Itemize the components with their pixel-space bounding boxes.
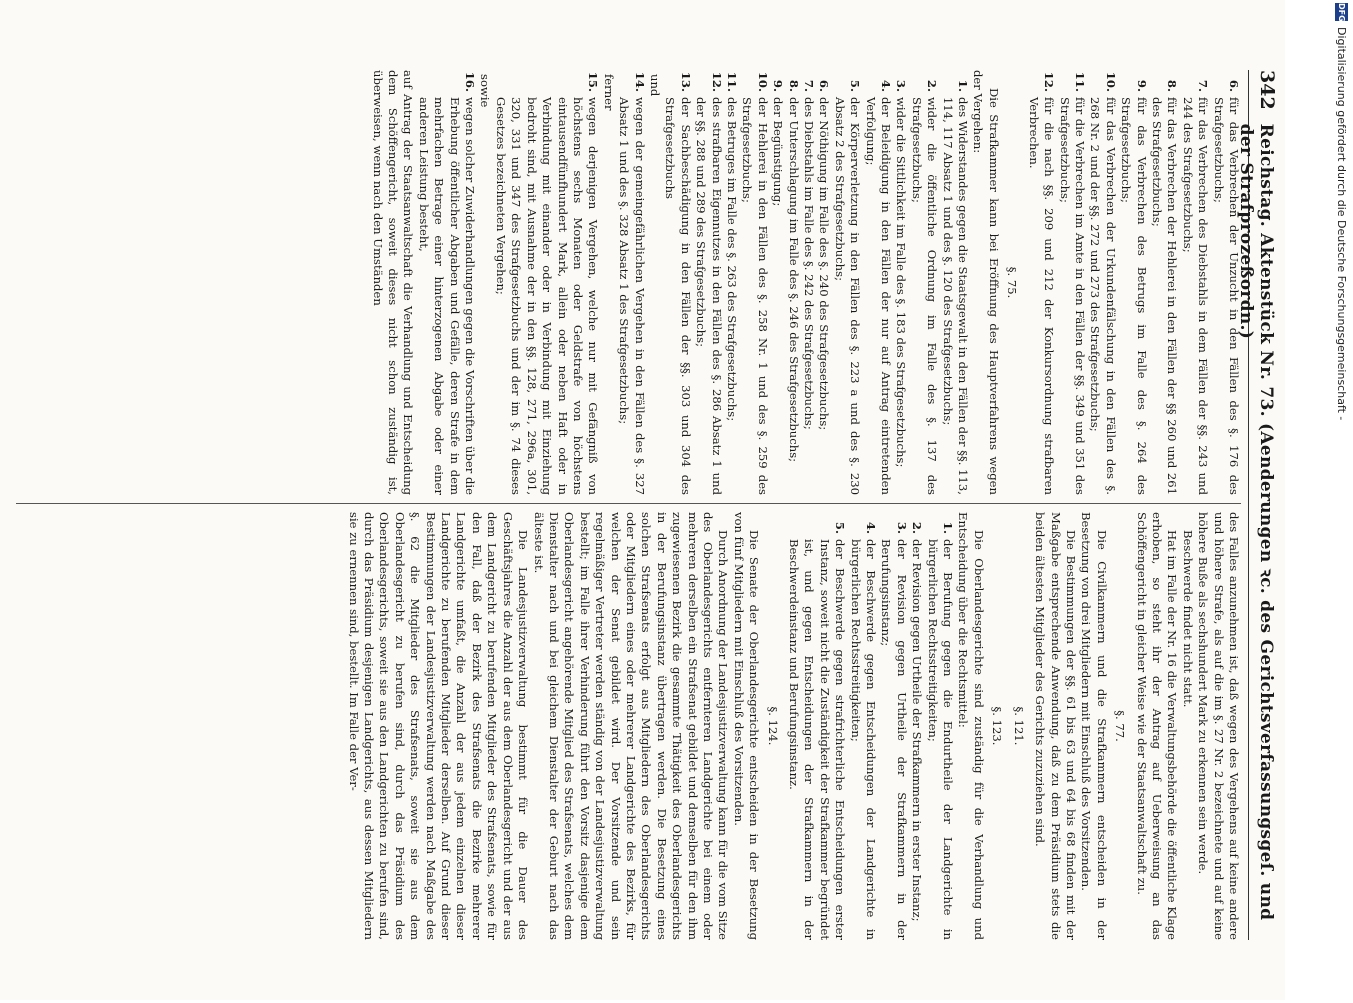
item-number: 1.: [956, 79, 971, 92]
page-header: [1236, 70, 1279, 940]
paragraph-16: Hat im Falle der Nr. 16 die Verwaltungsbehörde die öffentliche Klage erhoben, so steht ihr der Antrag auf Ueberweisung an das Schöffengericht in gleicher Weise wie der Staatsanwaltschaft zu.: [1134, 512, 1180, 940]
list-item: [693, 70, 724, 495]
item-text: wider die öffentliche Ordnung im Falle des §. 137 des Strafgesetzbuchs;: [909, 97, 940, 495]
item-text: der Beschwerde gegen Entscheidungen der Landgerichte in bürgerlichen Rechtsstreitigkeiten;: [848, 539, 879, 940]
item-number: 5.: [848, 79, 863, 92]
item-number: 9.: [1134, 79, 1149, 92]
item-text: der Körperverletzung in den Fällen des §. 223 a und des §. 230 Absatz 2 des Strafgesetzbuchs;: [832, 97, 863, 495]
page-number: 342: [1256, 70, 1278, 110]
item-text: des Widerstandes gegen die Staatsgewalt in den Fällen der §§. 113, 114, 117 Absatz 1 und des §. 120 des Strafgesetzbuchs;: [940, 97, 971, 495]
list-item-16: [415, 70, 477, 495]
left-column: [11, 70, 1241, 495]
item-number: 8.: [786, 79, 801, 92]
item-text: für das Verbrechen der Urkundenfälschung in den Fällen des §. 268 Nr. 2 und der §§. 272 und 273 des Strafgesetzbuchs;: [1088, 97, 1118, 495]
item-text: der Unterschlagung im Falle des §. 246 des Strafgesetzbuchs;: [786, 97, 801, 463]
closing-paragraph: auf Antrag der Staatsanwaltschaft die Verhandlung und Entscheidung dem Schöffengericht, soweit dieses nicht schon zuständig ist, überweisen, wenn nach den Umständen: [370, 70, 416, 495]
list-item: [770, 70, 785, 495]
item-number: 14.: [632, 71, 647, 92]
paragraph-beschwerde: Beschwerde findet nicht statt.: [1180, 530, 1195, 708]
list-item: [939, 70, 970, 495]
item-text: der Hehlerei in den Fällen des §. 258 Nr. 1 und des §. 259 des Strafgesetzbuchs;: [740, 97, 770, 495]
list-item-15: [493, 70, 601, 495]
item-list-75: [662, 70, 970, 495]
paragraph-123: Die Oberlandesgerichte sind zuständig für die Verhandlung und Entscheidung über die Rechtsmittel:: [956, 512, 986, 940]
list-item: [1210, 70, 1241, 495]
item-number: 13.: [678, 71, 693, 92]
item-text: des Betruges im Falle des §. 263 des Strafgesetzbuchs;: [725, 97, 739, 422]
list-item: [909, 512, 924, 940]
list-item: [1087, 70, 1118, 495]
item-number: 11.: [1072, 71, 1087, 92]
item-number: 12.: [709, 71, 724, 92]
item-number: 11.: [725, 71, 739, 92]
list-item: [862, 70, 893, 495]
item-number: 6.: [817, 79, 832, 92]
item-number: 16.: [463, 71, 478, 92]
conjunction-sowie: sowie: [478, 74, 493, 108]
item-text: der Berufung gegen die Endurtheile der Landgerichte in bürgerlichen Rechtsstreitigkeiten;: [925, 539, 956, 940]
item-text: wegen derjenigen Vergehen, welche nur mit Gefängniß von höchstens sechs Monaten oder Geldstrafe von höchstens eintausendfünfhundert Mark, allein oder neben Haft oder in Verbindung mit einander oder in Verbindung mit Einziehung bedroht sind, mit Ausnahme der in den §§. 128, 271, 296a, 301, 320, 331 und 347 des Strafgesetzbuchs und der im §. 74 dieses Gesetzes bezeichneten Vergehen;: [493, 97, 601, 495]
item-text: der Sachbeschädigung in den Fällen der §§. 303 und 304 des Strafgesetzbuchs: [663, 97, 693, 495]
item-number: 5.: [833, 521, 848, 534]
list-item: [724, 70, 739, 495]
item-number: 10.: [1103, 71, 1118, 92]
digitization-credit: Digitalisierung gefördert durch die Deutsche Forschungsgemeinschaft -: [1335, 27, 1349, 421]
item-number: 4.: [879, 79, 894, 92]
item-text: der Beschwerde gegen strafrichterliche Entscheidungen erster Instanz, soweit nicht die Zuständigkeit der Strafkammer begründet ist, und gegen Entscheidungen der Strafkammern in der Beschwerdeinstanz und Berufungsinstanz.: [787, 539, 848, 940]
digitization-footer: [1331, 0, 1353, 1003]
section-heading-75: §. 75.: [1005, 266, 1020, 299]
item-number: 2.: [925, 79, 940, 92]
paragraph-124b: Durch Anordnung der Landesjustizverwaltung kann für die vom Sitze des Oberlandesgerichts entfernteren Landgerichte bei einem oder mehreren derselben ein Strafsenat gebildet und demselben für den ihm zugewiesenen Bezirk die gesammte Thätigkeit des Oberlandesgerichts in der Berufungsinstanz übertragen werden. Die Besetzung eines solchen Strafsenats erfolgt aus Mitgliedern des Oberlandesgerichts oder Mitgliedern eines oder mehrerer Landgerichte des Bezirks, für welchen der Senat gebildet wird. Der Vorsitzende und sein regelmäßiger Vertreter werden ständig von der Landesjustizverwaltung bestellt; im Falle ihrer Verhinderung führt den Vorsitz dasjenige dem Oberlandesgericht angehörende Mitglied des Strafsenats, welches dem Dienstalter nach und bei gleichem Dienstalter der Geburt nach das älteste ist.: [531, 512, 731, 940]
item-text: für das Verbrechen des Betrugs im Falle des §. 264 des Strafgesetzbuchs;: [1119, 97, 1149, 495]
item-number: 9.: [771, 79, 786, 92]
section-heading-124: §. 124.: [765, 706, 780, 746]
item-text: wegen der gemeingefährlichen Vergehen in den Fällen des §. 327 Absatz 1 und des §. 328 Absatz 1 des Strafgesetzbuchs;: [617, 97, 647, 495]
item-text: der Revision gegen Urtheile der Strafkammern in der Berufungsinstanz;: [879, 539, 909, 940]
item-number: 8.: [1165, 79, 1180, 92]
paragraph-124c: Die Landesjustizverwaltung bestimmt für die Dauer des Geschäftsjahres die Anzahl der aus dem Oberlandesgericht und der aus dem Landgericht zu berufenden Mitglieder des Strafsenats, sowie für den Fall, daß der Bezirk des Strafsenats die Bezirke mehrerer Landgerichte umfaßt, die Anzahl der aus jedem einzelnen dieser Landgerichte zu berufenden Mitglieder derselben. Auf Grund dieser Bestimmungen der Landesjustizverwaltung werden nach Maßgabe des §. 62 die Mitglieder des Strafsenats, soweit sie aus dem Oberlandesgericht zu berufen sind, durch das Präsidium des Oberlandesgerichts, soweit sie aus den Landgerichten zu berufen sind, durch das Präsidium desjenigen Landgerichts, aus dessen Mitgliedern sie zu ernennen sind, bestellt. Im Falle der Ver-: [346, 512, 531, 940]
item-text: der Revision gegen Urtheile der Strafkammern in erster Instanz;: [910, 539, 925, 922]
item-number: 7.: [802, 79, 817, 92]
item-number: 6.: [1227, 79, 1241, 92]
item-text: des strafbaren Eigennutzes in den Fällen des §. 286 Absatz 1 und der §§. 288 und 289 des Strafgesetzbuchs;: [694, 97, 724, 495]
item-list-123: [786, 512, 955, 940]
conjunction-ferner: ferner: [601, 74, 616, 111]
dfg-logo: DFG: [1337, 3, 1347, 22]
right-column: [11, 512, 1241, 940]
list-item: [1118, 70, 1149, 495]
list-item: [1056, 70, 1087, 495]
list-item: [1179, 70, 1210, 495]
list-item: [816, 70, 831, 495]
list-item-14: [616, 70, 647, 495]
item-text: für das Verbrechen des Diebstahls in dem Fällen der §§. 243 und 244 des Strafgesetzbuchs;: [1180, 97, 1211, 495]
item-text: wegen solcher Zuwiderhandlungen gegen die Vorschriften über die Erhebung öffentlicher Abgaben und Gefälle, deren Strafe in dem mehrfachen Betrage einer hinterzogenen Abgabe oder einer anderen Leistung besteht,: [416, 97, 478, 495]
item-text: für das Verbrechen der Hehlerei in den Fällen der §§ 260 und 261 des Strafgesetzbuchs;: [1149, 97, 1180, 495]
item-number: 1.: [941, 521, 956, 534]
item-number: 3.: [894, 79, 909, 92]
item-number: 4.: [864, 521, 879, 534]
item-text: der Beleidigung in den Fällen der nur auf Antrag eintretenden Verfolgung;: [863, 97, 894, 495]
list-item: [739, 70, 770, 495]
list-item: [831, 70, 862, 495]
list-item: [878, 512, 909, 940]
list-item: [786, 512, 848, 940]
item-number: 7.: [1196, 79, 1211, 92]
section-heading-77: §. 77.: [1113, 710, 1128, 742]
item-list-top: [1025, 70, 1241, 495]
list-item: [924, 512, 955, 940]
paragraph-124: Die Senate der Oberlandesgerichte entscheiden in der Besetzung von fünf Mitgliedern mit Einschluß des Vorsitzenden.: [731, 512, 762, 940]
list-item: [785, 70, 800, 495]
column-divider: [16, 503, 1241, 504]
list-item: [1025, 70, 1056, 495]
item-number: 10.: [755, 71, 770, 92]
item-number: 2.: [910, 521, 925, 534]
list-item: [847, 512, 878, 940]
list-item: [662, 70, 693, 495]
list-item: [908, 70, 939, 495]
item-text: für das Verbrechen der Unzucht in den Fällen des §. 176 des Strafgesetzbuchs;: [1211, 97, 1241, 495]
item-number: 15.: [586, 71, 601, 92]
item-number: 3.: [894, 521, 909, 534]
paragraph-75: Die Strafkammer kann bei Eröffnung des Hauptverfahrens wegen der Vergehen:: [971, 70, 1001, 495]
item-text: für die nach §§. 209 und 212 der Konkursordnung strafbaren Verbrechen.: [1026, 97, 1057, 495]
paragraph-continued: des Falles anzunehmen ist, daß wegen des Vergehens auf keine andere und höhere Strafe, als auf die im §. 27 Nr. 2 bezeichnete und auf keine höhere Buße als sechshundert Mark zu erkennen sein werde.: [1196, 512, 1241, 940]
paragraph-77b: Die Bestimmungen der §§. 61 bis 63 und 64 bis 68 finden mit der Maßgabe entsprechende Anwendung, daß zu dem Präsidium stets die beiden ältesten Mitglieder des Gerichts zuzuziehen sind.: [1033, 512, 1078, 940]
page-title: Reichstag. Aktenstück Nr. 73. (Aenderungen ꝛc. des Gerichtsverfassungsgeſ. und der Strafprozeßordn.): [1236, 123, 1276, 921]
list-item: [801, 70, 816, 495]
item-text: des Diebstahls im Falle des §. 242 des Strafgesetzbuchs;: [802, 97, 817, 430]
item-number: 12.: [1042, 71, 1057, 92]
section-heading-123: §. 123.: [990, 706, 1005, 746]
item-text: der Begünstigung;: [771, 97, 786, 207]
conjunction-und: und: [647, 74, 662, 97]
list-item: [1149, 70, 1180, 495]
item-text: wider die Sittlichkeit im Falle des §. 183 des Strafgesetzbuchs;: [894, 97, 909, 468]
item-text: der Nöthigung im Falle des §. 240 des Strafgesetzbuchs;: [817, 97, 832, 431]
paragraph-77: Die Civilkammern und die Strafkammern entscheiden in der Besetzung von drei Mitgliedern mit Einschluß des Vorsitzenden.: [1079, 512, 1109, 940]
item-text: für die Verbrechen im Amte in den Fällen der §§. 349 und 351 des Strafgesetzbuchs;: [1057, 97, 1087, 495]
section-heading-121: §. 121.: [1011, 706, 1026, 746]
list-item: [893, 70, 908, 495]
